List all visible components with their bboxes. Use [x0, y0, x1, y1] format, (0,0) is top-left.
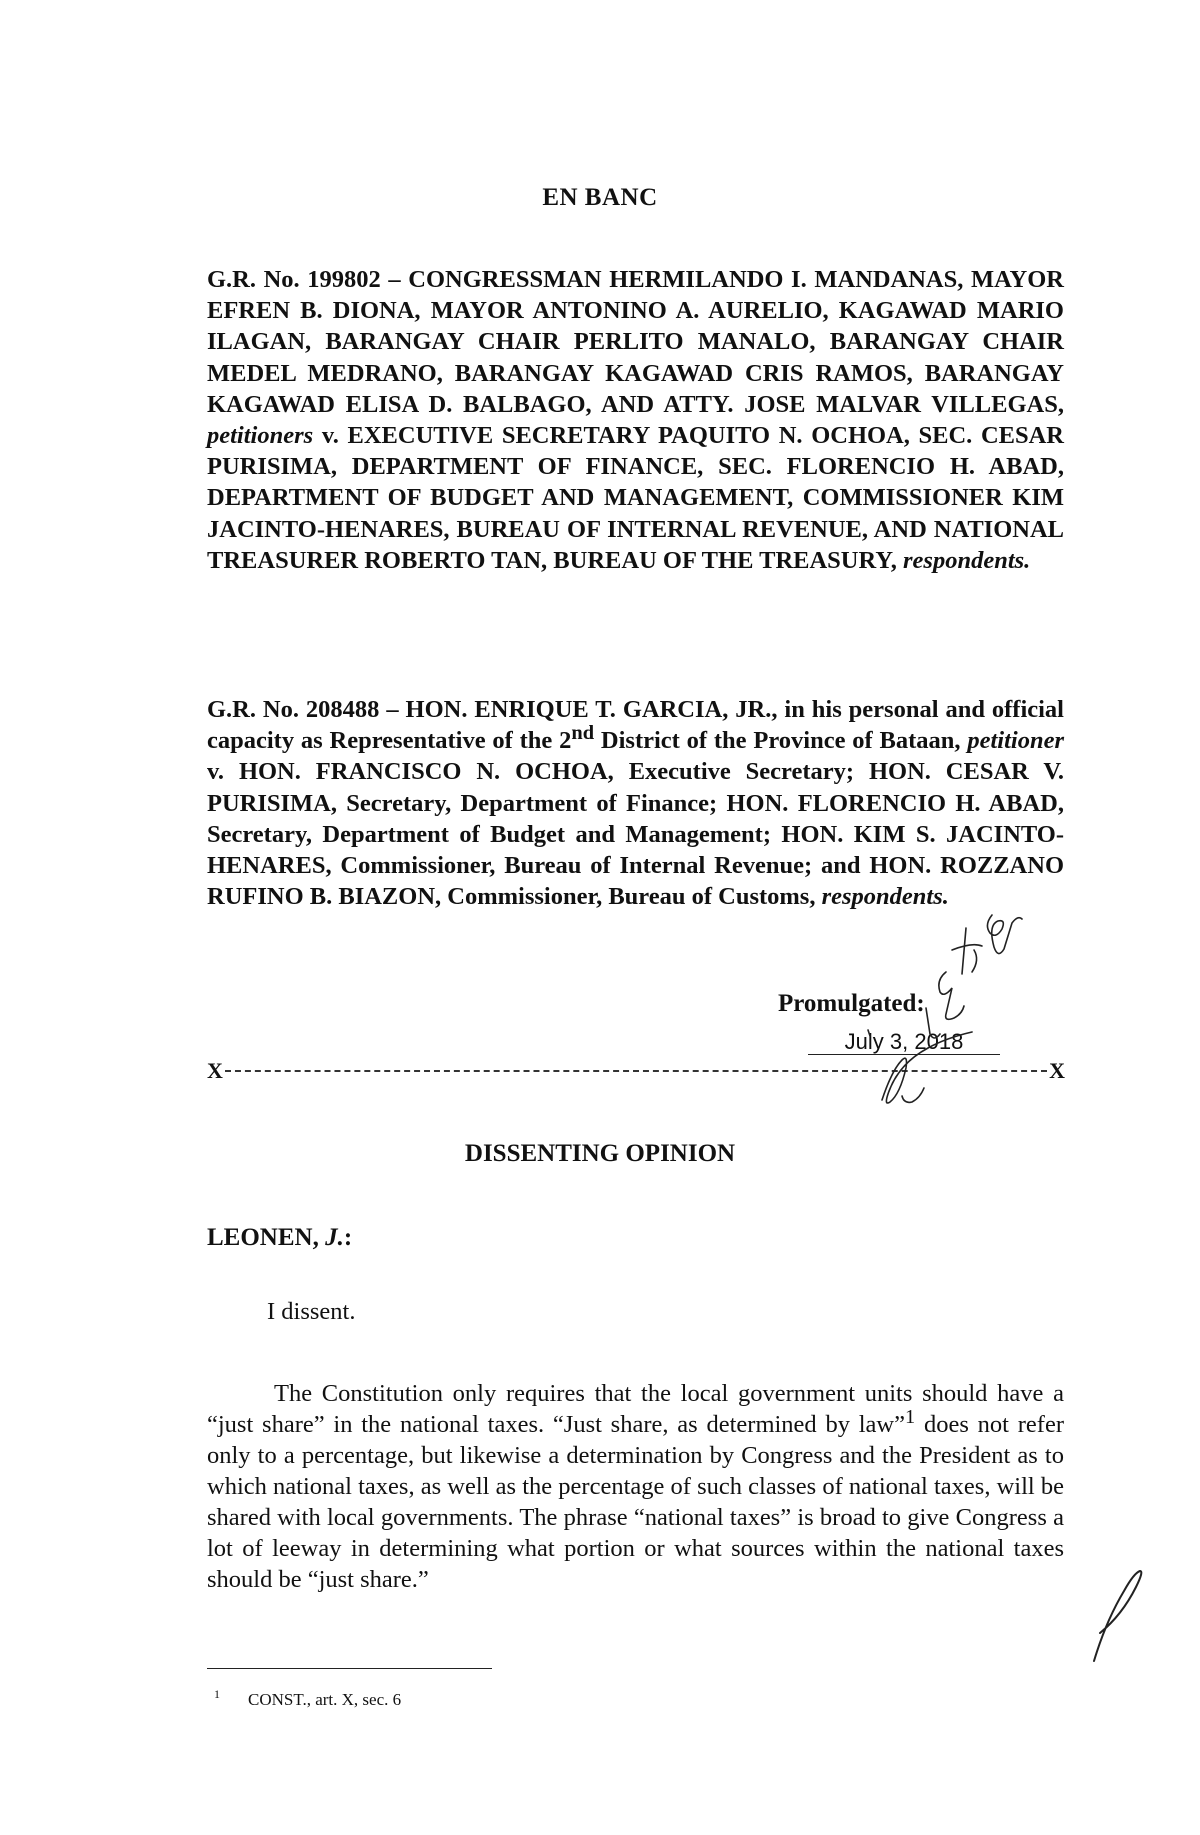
paragraph-text: The Constitution only requires that the local government units should have a “just share” in the national taxes. “Just share, as determined by law” — [207, 1380, 1064, 1438]
petitioner-label: petitioner — [967, 727, 1065, 755]
footnote-text: CONST., art. X, sec. 6 — [248, 1690, 402, 1709]
caption-text: District of the Province of Bataan, — [594, 727, 961, 755]
promulgated-label: Promulgated: — [778, 990, 925, 1017]
paragraph-2 — [207, 1378, 1064, 1595]
footnote — [214, 1687, 402, 1710]
case-caption-199802 — [207, 264, 1064, 576]
rule-left-x: X — [207, 1058, 223, 1083]
caption-text: v. HON. FRANCISCO N. OCHOA, Executive Secretary; HON. CESAR V. PURISIMA, Secretary, Department of Finance; HON. FLORENCIO H. ABAD, Secretary, Department of Budget and Management; HON. KIM S. JACINTO-HENARES, Commissioner, Bureau of Internal Revenue; and HON. ROZZANO RUFINO B. BIAZON, Commissioner, Bureau of Customs, — [207, 758, 1064, 911]
ordinal-suffix: nd — [571, 722, 595, 745]
handwritten-signature-icon — [842, 880, 1042, 1140]
paragraph-1: I dissent. — [267, 1298, 356, 1325]
caption-text: v. EXECUTIVE SECRETARY PAQUITO N. OCHOA, SEC. CESAR PURISIMA, DEPARTMENT OF FINANCE, SEC. FLORENCIO H. ABAD, DEPARTMENT OF BUDGET AND MANAGEMENT, COMMISSIONER KIM JACINTO-HENARES, BUREAU OF INTERNAL REVENUE, AND NATIONAL TREASURER ROBERTO TAN, BUREAU OF THE TREASURY, — [207, 422, 1065, 574]
footnote-reference: 1 — [905, 1405, 916, 1428]
author-suffix: J. — [325, 1224, 344, 1251]
footnote-number: 1 — [214, 1687, 220, 1702]
paragraph-text: does not refer only to a percentage, but likewise a determination by Congress and the President as to which national taxes, as well as the percentage of such classes of national taxes, will be shared with local governments. The phrase “national taxes” is broad to give Congress a lot of leeway in determining what portion or what sources within the national taxes should be “just share.” — [207, 1411, 1064, 1593]
rule-right-x: X — [1049, 1058, 1065, 1083]
petitioners-label: petitioners — [207, 422, 314, 450]
respondents-label: respondents. — [821, 883, 949, 911]
promulgation-date: July 3, 2018 — [808, 1030, 1000, 1055]
footnote-rule — [207, 1668, 492, 1669]
caption-text: G.R. No. 208488 – HON. ENRIQUE T. GARCIA, JR., in his personal and official capacity as Representative of the 2 — [207, 696, 1064, 755]
author-line — [207, 1224, 352, 1252]
author-colon: : — [343, 1224, 353, 1251]
margin-initial-icon — [1086, 1565, 1146, 1665]
court-division-heading: EN BANC — [542, 184, 658, 211]
author-name: LEONEN, — [207, 1224, 319, 1251]
caption-text: G.R. No. 199802 – CONGRESSMAN HERMILANDO I. MANDANAS, MAYOR EFREN B. DIONA, MAYOR ANTONINO A. AURELIO, KAGAWAD MARIO ILAGAN, BARANGAY CHAIR PERLITO MANALO, BARANGAY CHAIR MEDEL MEDRANO, BARANGAY KAGAWAD CRIS RAMOS, BARANGAY KAGAWAD ELISA D. BALBAGO, AND ATTY. JOSE MALVAR VILLEGAS, — [207, 266, 1064, 418]
respondents-label: respondents. — [903, 546, 1031, 574]
opinion-title: DISSENTING OPINION — [464, 1140, 736, 1167]
